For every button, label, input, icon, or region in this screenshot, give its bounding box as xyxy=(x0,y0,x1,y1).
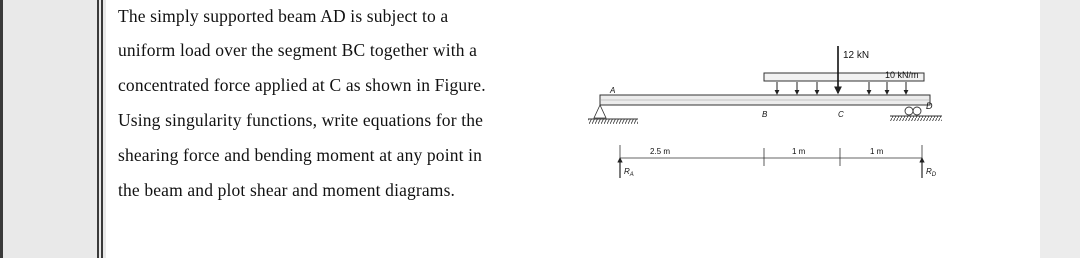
point-label-d: D xyxy=(926,101,933,111)
reaction-label-a-main: R xyxy=(624,167,630,176)
support-d-roller xyxy=(913,107,921,115)
support-d-ground xyxy=(890,116,942,121)
point-label-c: C xyxy=(838,110,844,119)
dimension-label-bc: 1 m xyxy=(792,147,806,156)
reaction-label-a xyxy=(624,167,634,178)
reaction-label-d-main: R xyxy=(926,167,932,176)
reaction-label-a-sub: A xyxy=(629,172,634,178)
distributed-load-label: 10 kN/m xyxy=(885,70,919,80)
beam-figure xyxy=(586,40,956,190)
point-label-a: A xyxy=(610,86,616,95)
dimension-label-ab: 2.5 m xyxy=(650,147,671,156)
problem-line-6: the beam and plot shear and moment diagrams. xyxy=(118,180,456,200)
dimension-label-cd: 1 m xyxy=(870,147,884,156)
margin-line-inner xyxy=(101,0,103,258)
support-d-roller xyxy=(905,107,913,115)
support-a-pin xyxy=(594,105,606,118)
reaction-label-d xyxy=(926,167,937,178)
point-load-label: 12 kN xyxy=(843,50,870,61)
reaction-label-d-sub: D xyxy=(931,172,937,178)
point-label-b: B xyxy=(762,110,768,119)
problem-line-1: The simply supported beam AD is subject to a xyxy=(118,6,449,26)
left-border xyxy=(0,0,3,258)
problem-line-5: shearing force and bending moment at any point in xyxy=(118,145,483,165)
support-a-ground xyxy=(588,119,638,124)
problem-line-2: uniform load over the segment BC together with a xyxy=(118,40,478,60)
dimension-line xyxy=(620,145,922,168)
margin-line-outer xyxy=(97,0,99,258)
support-d xyxy=(890,107,942,121)
problem-line-4: Using singularity functions, write equations for the xyxy=(118,110,484,130)
problem-line-3: concentrated force applied at C as shown in Figure. xyxy=(118,75,486,95)
right-gutter xyxy=(1040,0,1080,258)
support-a xyxy=(588,105,638,124)
